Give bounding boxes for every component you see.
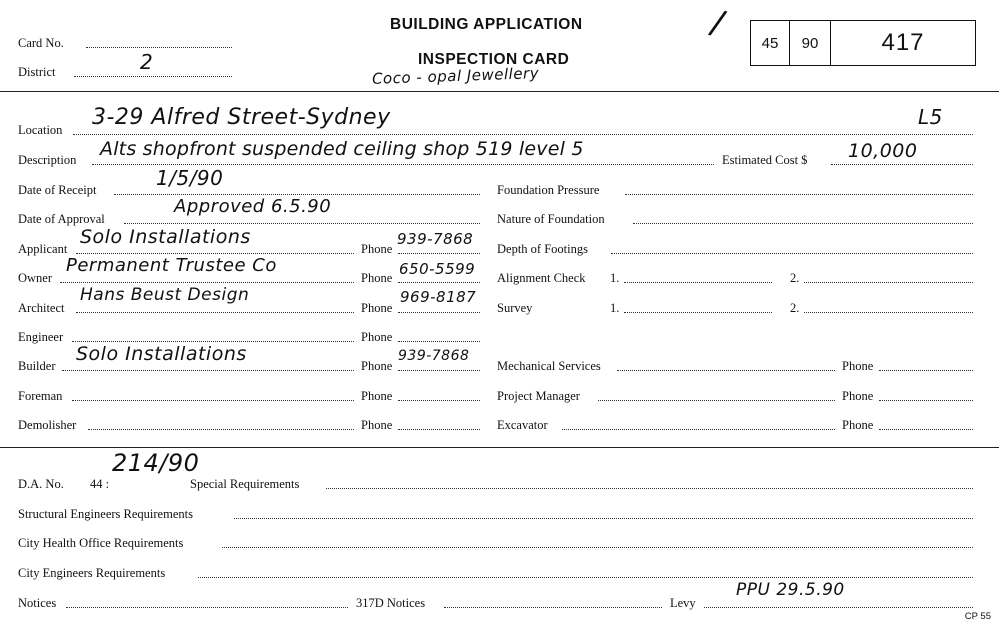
card-no-field[interactable] <box>86 47 232 48</box>
notices-label: Notices <box>18 596 57 610</box>
special-requirements-label: Special Requirements <box>190 477 300 491</box>
card-no-label: Card No. <box>18 36 64 50</box>
excavator-phone-field[interactable] <box>879 429 973 430</box>
health-field[interactable] <box>222 547 973 548</box>
architect-phone-value: 969-8187 <box>400 288 477 306</box>
city-engineers-field[interactable] <box>198 577 973 578</box>
owner-phone-label: Phone <box>361 271 393 285</box>
estimated-cost-label: Estimated Cost $ <box>722 153 808 167</box>
levy-field[interactable] <box>704 607 973 608</box>
demolisher-phone-label: Phone <box>361 418 393 432</box>
demolisher-field[interactable] <box>88 429 354 430</box>
divider-top <box>0 91 999 92</box>
owner-label: Owner <box>18 271 53 285</box>
location-note: L5 <box>918 105 943 129</box>
survey-2-field[interactable] <box>804 312 973 313</box>
date-receipt-label: Date of Receipt <box>18 183 97 197</box>
excavator-label: Excavator <box>497 418 548 432</box>
notices-317d-label: 317D Notices <box>356 596 426 610</box>
applicant-phone-label: Phone <box>361 242 393 256</box>
survey-1-label: 1. <box>610 301 620 315</box>
alignment-check-1-field[interactable] <box>624 282 772 283</box>
date-approval-value: Approved 6.5.90 <box>174 196 332 217</box>
architect-label: Architect <box>18 301 65 315</box>
divider-middle <box>0 447 999 448</box>
builder-phone-field[interactable] <box>398 370 480 371</box>
project-manager-phone-label: Phone <box>842 389 874 403</box>
check-mark: / <box>706 2 730 44</box>
architect-phone-field[interactable] <box>398 312 480 313</box>
date-approval-field[interactable] <box>124 223 480 224</box>
survey-2-label: 2. <box>790 301 800 315</box>
foreman-phone-label: Phone <box>361 389 393 403</box>
project-manager-label: Project Manager <box>497 389 580 403</box>
project-manager-field[interactable] <box>598 400 835 401</box>
owner-field[interactable] <box>60 282 354 283</box>
owner-phone-field[interactable] <box>398 282 480 283</box>
alignment-check-2-label: 2. <box>790 271 800 285</box>
demolisher-phone-field[interactable] <box>398 429 480 430</box>
da-label: D.A. No. <box>18 477 64 491</box>
notices-field[interactable] <box>66 607 348 608</box>
builder-label: Builder <box>18 359 56 373</box>
location-label: Location <box>18 123 63 137</box>
estimated-cost-value: 10,000 <box>848 140 918 162</box>
foundation-pressure-field[interactable] <box>625 194 973 195</box>
applicant-label: Applicant <box>18 242 68 256</box>
title-building-application: BUILDING APPLICATION <box>390 16 583 33</box>
architect-value: Hans Beust Design <box>80 285 250 305</box>
excavator-field[interactable] <box>562 429 835 430</box>
health-label: City Health Office Requirements <box>18 536 184 550</box>
architect-field[interactable] <box>76 312 354 313</box>
builder-phone-label: Phone <box>361 359 393 373</box>
applicant-field[interactable] <box>76 253 354 254</box>
mechanical-phone-label: Phone <box>842 359 874 373</box>
architect-phone-label: Phone <box>361 301 393 315</box>
district-field[interactable] <box>74 76 232 77</box>
builder-value: Solo Installations <box>76 343 247 365</box>
foreman-phone-field[interactable] <box>398 400 480 401</box>
description-label: Description <box>18 153 77 167</box>
applicant-phone-value: 939-7868 <box>397 230 474 248</box>
builder-field[interactable] <box>62 370 354 371</box>
excavator-phone-label: Phone <box>842 418 874 432</box>
project-manager-phone-field[interactable] <box>879 400 973 401</box>
alignment-check-1-label: 1. <box>610 271 620 285</box>
applicant-phone-field[interactable] <box>398 253 480 254</box>
da-prefix: 44 : <box>90 477 110 491</box>
survey-label: Survey <box>497 301 533 315</box>
district-label: District <box>18 65 56 79</box>
mechanical-label: Mechanical Services <box>497 359 601 373</box>
form-code: CP 55 <box>964 611 991 622</box>
card-number-part-1: 45 <box>751 21 790 65</box>
mechanical-phone-field[interactable] <box>879 370 973 371</box>
structural-field[interactable] <box>234 518 973 519</box>
engineer-field[interactable] <box>72 341 354 342</box>
title-inspection-card: INSPECTION CARD <box>418 51 570 68</box>
applicant-value: Solo Installations <box>80 226 251 248</box>
notices-317d-field[interactable] <box>444 607 662 608</box>
mechanical-field[interactable] <box>617 370 835 371</box>
date-receipt-value: 1/5/90 <box>156 166 224 190</box>
builder-phone-value: 939-7868 <box>398 348 470 364</box>
owner-phone-value: 650-5599 <box>399 260 476 278</box>
da-value: 214/90 <box>112 449 200 477</box>
structural-label: Structural Engineers Requirements <box>18 507 193 521</box>
engineer-phone-field[interactable] <box>398 341 480 342</box>
description-field[interactable] <box>92 164 714 165</box>
levy-label: Levy <box>670 596 696 610</box>
alignment-check-label: Alignment Check <box>497 271 586 285</box>
card-number-box <box>750 20 976 66</box>
card-number-part-3: 417 <box>881 29 925 56</box>
date-approval-label: Date of Approval <box>18 212 105 226</box>
estimated-cost-field[interactable] <box>831 164 973 165</box>
district-value: 2 <box>140 50 154 74</box>
header-note: Coco - opal Jewellery <box>371 64 540 88</box>
levy-value: PPU 29.5.90 <box>736 580 845 600</box>
description-value: Alts shopfront suspended ceiling shop 519 level 5 <box>100 138 584 160</box>
nature-foundation-field[interactable] <box>633 223 973 224</box>
survey-1-field[interactable] <box>624 312 772 313</box>
demolisher-label: Demolisher <box>18 418 77 432</box>
location-field[interactable] <box>73 134 973 135</box>
date-receipt-field[interactable] <box>114 194 480 195</box>
engineer-label: Engineer <box>18 330 64 344</box>
foreman-label: Foreman <box>18 389 63 403</box>
city-engineers-label: City Engineers Requirements <box>18 566 166 580</box>
depth-footings-field[interactable] <box>611 253 973 254</box>
location-value: 3-29 Alfred Street-Sydney <box>92 105 391 130</box>
engineer-phone-label: Phone <box>361 330 393 344</box>
owner-value: Permanent Trustee Co <box>66 255 277 276</box>
alignment-check-2-field[interactable] <box>804 282 973 283</box>
depth-footings-label: Depth of Footings <box>497 242 588 256</box>
foreman-field[interactable] <box>72 400 354 401</box>
special-requirements-field[interactable] <box>326 488 973 489</box>
card-number-part-2: 90 <box>790 21 831 65</box>
foundation-pressure-label: Foundation Pressure <box>497 183 600 197</box>
nature-foundation-label: Nature of Foundation <box>497 212 605 226</box>
